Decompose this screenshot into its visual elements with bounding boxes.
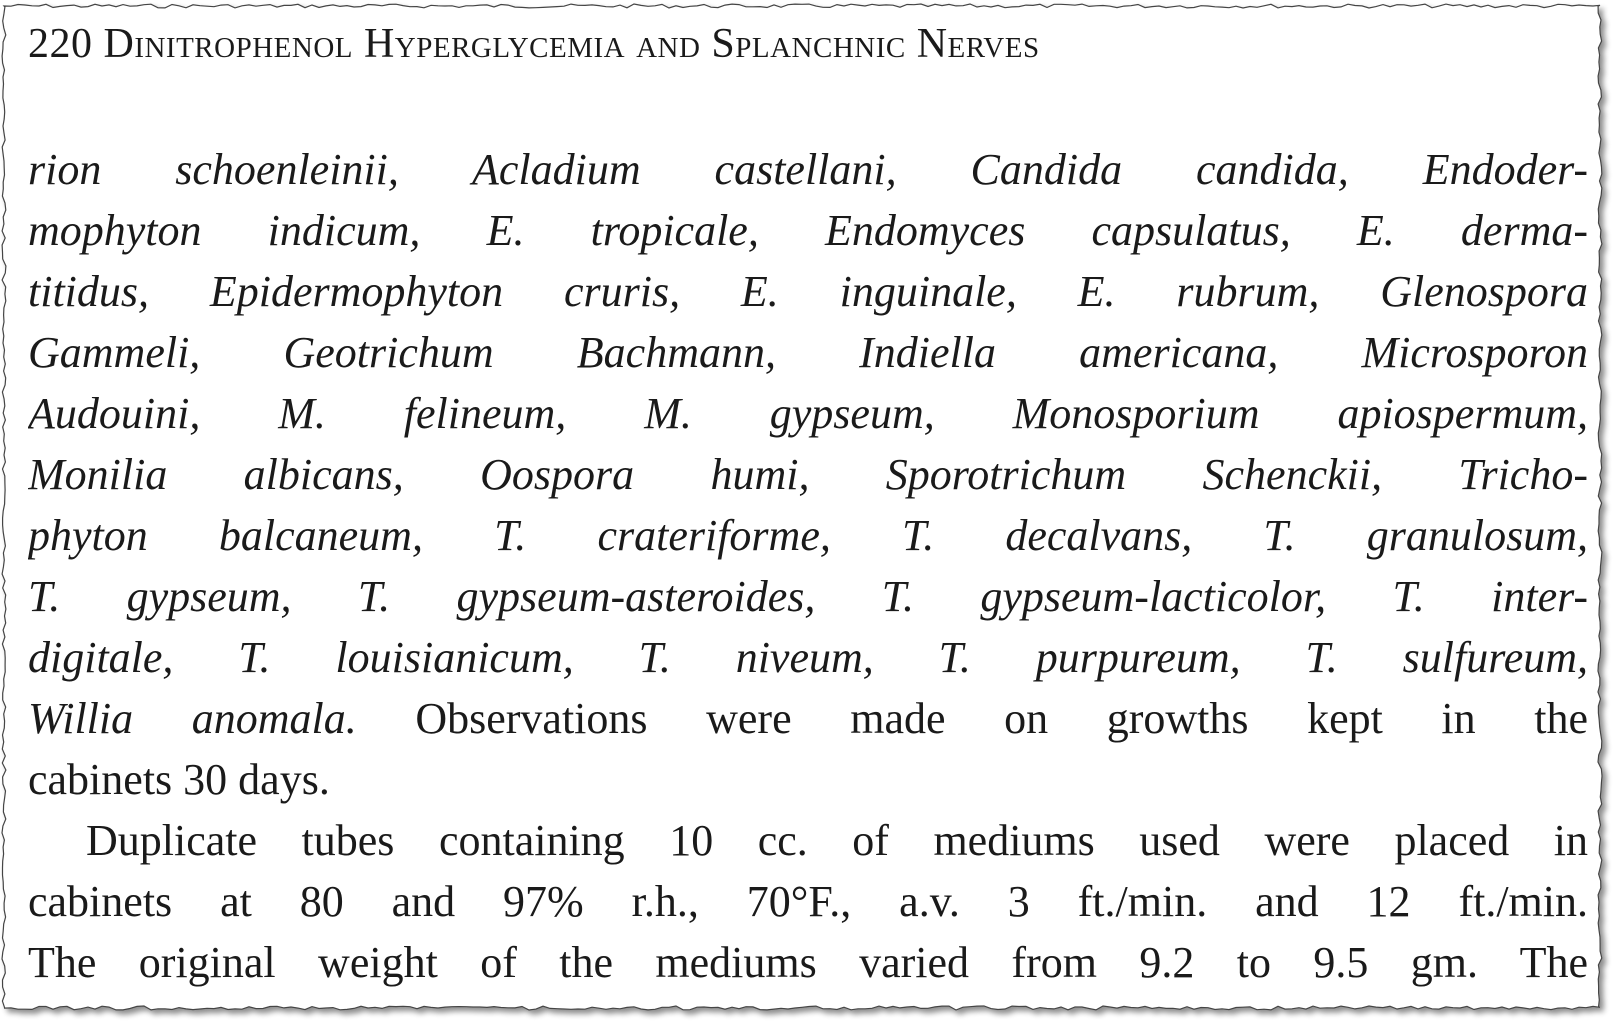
text-line-6: Monilia albicans, Oospora humi, Sporotrichum Schenckii, Tricho-: [28, 450, 1588, 499]
observation-text: Observations were made on growths kept in the: [415, 694, 1588, 743]
text-line-2: mophyton indicum, E. tropicale, Endomyces capsulatus, E. derma-: [28, 206, 1588, 255]
text-line-4: Gammeli, Geotrichum Bachmann, Indiella americana, Microsporon: [28, 328, 1588, 377]
running-title: Dinitrophenol Hyperglycemia and Splanchnic Nerves: [103, 21, 1040, 67]
text-line-7: phyton balcaneum, T. crateriforme, T. decalvans, T. granulosum,: [28, 511, 1588, 560]
text-line-11: cabinets 30 days.: [28, 755, 330, 804]
text-line-5: Audouini, M. felineum, M. gypseum, Monosporium apiospermum,: [28, 389, 1588, 438]
text-line-13: cabinets at 80 and 97% r.h., 70°F., a.v. 3 ft./min. and 12 ft./min.: [28, 877, 1588, 926]
page-number: 220: [28, 21, 93, 67]
document-text: [28, 14, 1588, 993]
running-head: [28, 14, 1588, 74]
text-line-8: T. gypseum, T. gypseum-asteroides, T. gypseum-lacticolor, T. inter-: [28, 572, 1588, 621]
text-line-12: Duplicate tubes containing 10 cc. of mediums used were placed in: [86, 816, 1588, 865]
species-name: Willia anomala.: [28, 694, 357, 743]
text-line-10: [28, 688, 1588, 749]
text-line-1: rion schoenleinii, Acladium castellani, Candida candida, Endoder-: [28, 145, 1588, 194]
text-line-9: digitale, T. louisianicum, T. niveum, T. purpureum, T. sulfureum,: [28, 633, 1588, 682]
text-line-3: titidus, Epidermophyton cruris, E. inguinale, E. rubrum, Glenospora: [28, 267, 1588, 316]
text-line-14: The original weight of the mediums varied from 9.2 to 9.5 gm. The: [28, 938, 1588, 987]
